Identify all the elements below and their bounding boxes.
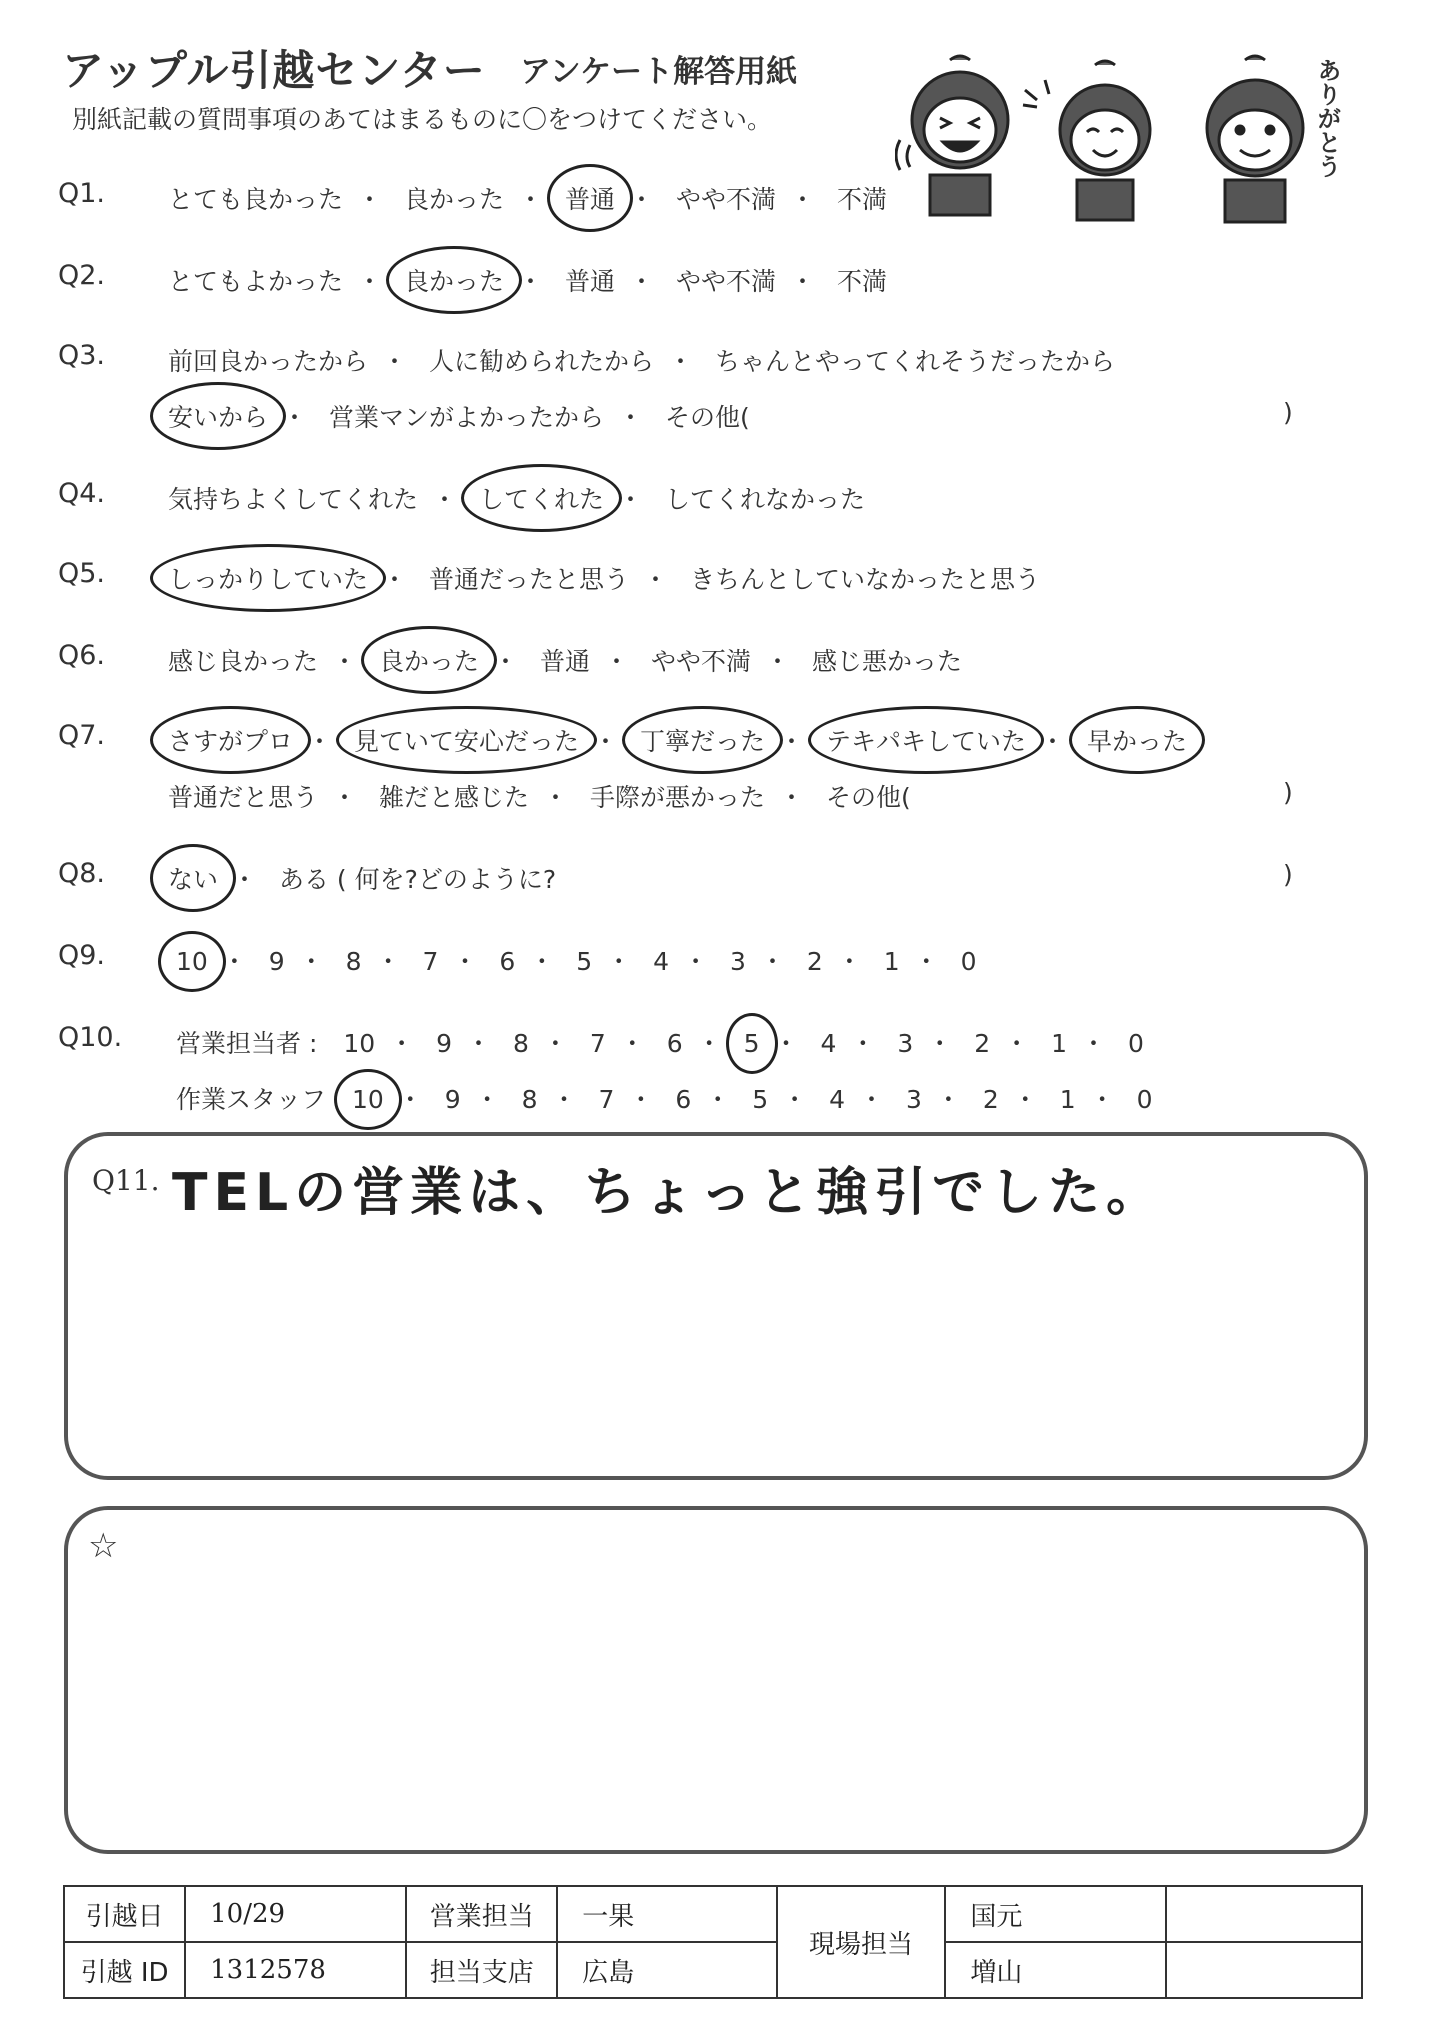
option-q7-2-selected[interactable]: 見ていて安心だった bbox=[354, 722, 579, 758]
option-q3-2[interactable]: 人に勧められたから bbox=[428, 347, 654, 376]
question-label-q1: Q1. bbox=[58, 178, 106, 209]
option-q2-5[interactable]: 不満 bbox=[836, 267, 887, 296]
score-staff-8[interactable]: 8 bbox=[521, 1085, 538, 1114]
q10-sales-row: 営業担当者 : 10 ・ 9 ・ 8 ・ 7 ・ 6 ・ 5 ・ 4 ・ 3 ・ 2 ・ 1 ・ 0 bbox=[176, 1024, 1144, 1060]
move-id-value: 1312578 bbox=[185, 1942, 406, 1998]
options-q9: 10 ・ 9 ・ 8 ・ 7 ・ 6 ・ 5 ・ 4 ・ 3 ・ 2 ・ 1 ・ 0 bbox=[176, 947, 977, 976]
options-q2: とてもよかった ・ 良かった ・ 普通 ・ やや不満 ・ 不満 bbox=[168, 262, 887, 298]
question-label-q7: Q7. bbox=[58, 720, 106, 751]
options-q7-line2: 普通だと思う ・ 雑だと感じた ・ 手際が悪かった ・ その他( bbox=[168, 778, 911, 814]
site-staff-value-2: 増山 bbox=[945, 1942, 1165, 1998]
option-q5-3[interactable]: きちんとしていなかったと思う bbox=[689, 565, 1040, 594]
score-staff-1[interactable]: 1 bbox=[1059, 1085, 1076, 1114]
score-staff-3[interactable]: 3 bbox=[906, 1085, 922, 1114]
score-q9-10-selected[interactable]: 10 bbox=[176, 947, 208, 976]
question-label-q3: Q3. bbox=[58, 340, 106, 371]
score-sales-9[interactable]: 9 bbox=[436, 1029, 453, 1058]
branch-value: 広島 bbox=[557, 1942, 776, 1998]
option-q7-1-selected[interactable]: さすがプロ bbox=[168, 722, 293, 758]
question-label-q2: Q2. bbox=[58, 260, 106, 291]
sales-rep-label: 営業担当 bbox=[406, 1886, 557, 1942]
score-sales-0[interactable]: 0 bbox=[1127, 1029, 1144, 1058]
move-date-label: 引越日 bbox=[64, 1886, 185, 1942]
score-q9-1[interactable]: 1 bbox=[883, 947, 900, 976]
option-q3-1[interactable]: 前回良かったから bbox=[168, 347, 369, 376]
score-q9-3[interactable]: 3 bbox=[730, 947, 746, 976]
thanks-text: ありがとう bbox=[1313, 58, 1341, 178]
option-q7-9-other[interactable]: その他( bbox=[825, 783, 911, 812]
option-q7-6[interactable]: 普通だと思う bbox=[168, 783, 319, 812]
option-q3-6-other[interactable]: その他( bbox=[664, 403, 750, 432]
score-sales-5-selected[interactable]: 5 bbox=[743, 1029, 760, 1058]
option-q4-1[interactable]: 気持ちよくしてくれた bbox=[168, 485, 419, 514]
score-q9-2[interactable]: 2 bbox=[806, 947, 823, 976]
option-q7-4-selected[interactable]: テキパキしていた bbox=[826, 722, 1026, 758]
option-q6-2-selected[interactable]: 良かった bbox=[379, 642, 479, 678]
option-q7-5-selected[interactable]: 早かった bbox=[1087, 722, 1187, 758]
site-staff-empty-2 bbox=[1166, 1942, 1362, 1998]
monkey-mascot-bowing bbox=[1207, 56, 1303, 222]
score-sales-8[interactable]: 8 bbox=[512, 1029, 529, 1058]
options-q5: しっかりしていた ・ 普通だったと思う ・ きちんとしていなかったと思う bbox=[168, 560, 1040, 596]
score-sales-4[interactable]: 4 bbox=[820, 1029, 837, 1058]
question-label-q6: Q6. bbox=[58, 640, 106, 671]
option-q6-1[interactable]: 感じ良かった bbox=[168, 647, 319, 676]
option-q1-2[interactable]: 良かった bbox=[403, 185, 504, 214]
close-paren-q3: ) bbox=[1283, 398, 1293, 427]
score-staff-4[interactable]: 4 bbox=[829, 1085, 846, 1114]
q11-label: Q11. bbox=[92, 1164, 160, 1197]
options-q3-line2: 安いから ・ 営業マンがよかったから ・ その他( bbox=[168, 398, 750, 434]
options-q7-line1: さすがプロ ・ 見ていて安心だった ・ 丁寧だった ・ テキパキしていた ・ 早かった bbox=[168, 722, 1187, 758]
q11-comment-box[interactable] bbox=[64, 1132, 1368, 1480]
score-staff-0[interactable]: 0 bbox=[1136, 1085, 1153, 1114]
option-q1-3-selected[interactable]: 普通 bbox=[565, 180, 615, 216]
score-sales-6[interactable]: 6 bbox=[666, 1029, 683, 1058]
q10-staff-label: 作業スタッフ bbox=[176, 1085, 327, 1114]
score-q9-5[interactable]: 5 bbox=[576, 947, 593, 976]
option-q1-1[interactable]: とても良かった bbox=[168, 185, 344, 214]
score-sales-3[interactable]: 3 bbox=[897, 1029, 914, 1058]
score-sales-1[interactable]: 1 bbox=[1051, 1029, 1068, 1058]
site-staff-empty-1 bbox=[1166, 1886, 1362, 1942]
option-q5-1-selected[interactable]: しっかりしていた bbox=[168, 560, 368, 596]
question-label-q10: Q10. bbox=[58, 1022, 123, 1053]
q10-sales-label: 営業担当者 : bbox=[176, 1029, 318, 1058]
option-q3-5[interactable]: 営業マンがよかったから bbox=[328, 403, 604, 432]
option-q2-1[interactable]: とてもよかった bbox=[168, 267, 344, 296]
option-q1-4[interactable]: やや不満 bbox=[675, 185, 776, 214]
option-q6-3[interactable]: 普通 bbox=[539, 647, 590, 676]
option-q3-4-selected[interactable]: 安いから bbox=[168, 398, 268, 434]
score-q9-4[interactable]: 4 bbox=[653, 947, 670, 976]
score-staff-6[interactable]: 6 bbox=[675, 1085, 692, 1114]
option-q6-4[interactable]: やや不満 bbox=[650, 647, 751, 676]
score-staff-9[interactable]: 9 bbox=[444, 1085, 461, 1114]
option-q6-5[interactable]: 感じ悪かった bbox=[811, 647, 962, 676]
score-staff-10-selected[interactable]: 10 bbox=[351, 1085, 384, 1114]
move-id-label: 引越 ID bbox=[64, 1942, 185, 1998]
score-q9-7[interactable]: 7 bbox=[422, 947, 439, 976]
options-q4: 気持ちよくしてくれた ・ してくれた ・ してくれなかった bbox=[168, 480, 865, 516]
form-subtitle: アンケート解答用紙 bbox=[520, 54, 798, 90]
option-q8-2[interactable]: ある ( 何を?どのように? bbox=[278, 865, 557, 894]
options-q6: 感じ良かった ・ 良かった ・ 普通 ・ やや不満 ・ 感じ悪かった bbox=[168, 642, 962, 678]
sales-rep-value: 一果 bbox=[557, 1886, 776, 1942]
close-paren-q8: ) bbox=[1283, 860, 1293, 889]
question-label-q4: Q4. bbox=[58, 478, 106, 509]
options-q3-line1: 前回良かったから ・ 人に勧められたから ・ ちゃんとやってくれそうだったから bbox=[168, 342, 1115, 378]
score-staff-7[interactable]: 7 bbox=[598, 1085, 615, 1114]
score-q9-6[interactable]: 6 bbox=[499, 947, 516, 976]
monkey-mascot-laughing bbox=[896, 56, 1008, 215]
option-q3-3[interactable]: ちゃんとやってくれそうだったから bbox=[714, 347, 1115, 376]
option-q1-5[interactable]: 不満 bbox=[836, 185, 887, 214]
score-sales-10[interactable]: 10 bbox=[343, 1029, 376, 1058]
option-q4-2-selected[interactable]: してくれた bbox=[479, 480, 604, 516]
close-paren-q7: ) bbox=[1283, 778, 1293, 807]
brand-title: アップル引越センター bbox=[62, 46, 486, 95]
instruction-text: 別紙記載の質問事項のあてはまるものに〇をつけてください。 bbox=[72, 105, 773, 134]
option-q4-3[interactable]: してくれなかった bbox=[664, 485, 865, 514]
q10-staff-row: 作業スタッフ 10 ・ 9 ・ 8 ・ 7 ・ 6 ・ 5 ・ 4 ・ 3 ・ 2 ・ 1 ・ 0 bbox=[176, 1080, 1153, 1116]
option-q7-8[interactable]: 手際が悪かった bbox=[589, 783, 765, 812]
question-label-q9: Q9. bbox=[58, 940, 106, 971]
option-q2-4[interactable]: やや不満 bbox=[675, 267, 776, 296]
footer-info-table bbox=[63, 1885, 1363, 1999]
score-staff-2[interactable]: 2 bbox=[982, 1085, 999, 1114]
score-q9-0[interactable]: 0 bbox=[960, 947, 977, 976]
q11-handwritten-answer: TELの営業は、ちょっと強引でした。 bbox=[172, 1163, 1165, 1223]
options-q1: とても良かった ・ 良かった ・ 普通 ・ やや不満 ・ 不満 bbox=[168, 180, 887, 216]
question-label-q5: Q5. bbox=[58, 558, 106, 589]
notes-box[interactable] bbox=[64, 1506, 1368, 1854]
move-date-value: 10/29 bbox=[185, 1886, 406, 1942]
question-label-q8: Q8. bbox=[58, 858, 106, 889]
score-sales-7[interactable]: 7 bbox=[589, 1029, 606, 1058]
options-q8: ない ・ ある ( 何を?どのように? bbox=[168, 860, 556, 896]
option-q2-2-selected[interactable]: 良かった bbox=[404, 262, 504, 298]
star-icon: ☆ bbox=[88, 1526, 119, 1566]
site-staff-label: 現場担当 bbox=[777, 1886, 946, 1998]
score-q9-9[interactable]: 9 bbox=[268, 947, 285, 976]
branch-label: 担当支店 bbox=[406, 1942, 557, 1998]
monkey-mascot-cheerful bbox=[1023, 61, 1150, 220]
option-q8-1-selected[interactable]: ない bbox=[168, 860, 218, 896]
option-q7-3-selected[interactable]: 丁寧だった bbox=[640, 722, 765, 758]
score-sales-2[interactable]: 2 bbox=[974, 1029, 991, 1058]
option-q2-3[interactable]: 普通 bbox=[564, 267, 615, 296]
site-staff-value-1: 国元 bbox=[945, 1886, 1165, 1942]
option-q5-2[interactable]: 普通だったと思う bbox=[428, 565, 629, 594]
monkey-mascots-illustration bbox=[895, 50, 1340, 230]
score-staff-5[interactable]: 5 bbox=[752, 1085, 769, 1114]
score-q9-8[interactable]: 8 bbox=[345, 947, 362, 976]
option-q7-7[interactable]: 雑だと感じた bbox=[378, 783, 529, 812]
